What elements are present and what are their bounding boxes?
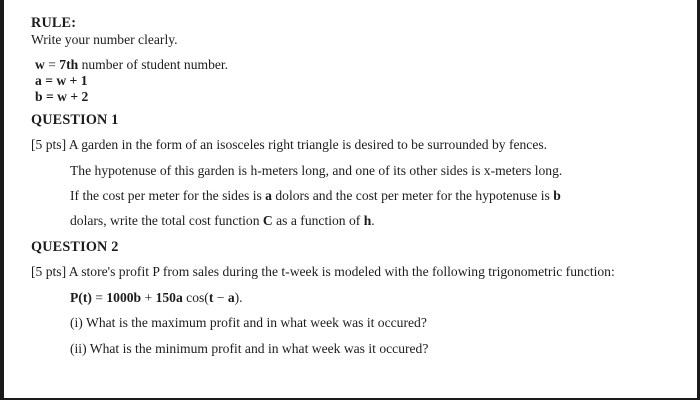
question-1-line-1: [5 pts] A garden in the form of an isosceles right triangle is desired to be surrounded by fences.: [31, 137, 548, 152]
question-2-part-ii: (ii) What is the minimum profit and in what week was it occured?: [70, 341, 429, 356]
rule-instruction: Write your number clearly.: [31, 32, 178, 47]
question-1-line-4: dolars, write the total cost function C as a function of h.: [70, 213, 375, 228]
question-2-points: [5 pts]: [31, 264, 67, 279]
rule-heading: RULE:: [31, 15, 77, 31]
rule-w-definition: w = 7th number of student number.: [35, 57, 229, 72]
w-value: 7th: [59, 57, 79, 72]
profit-formula: P(t) = 1000b + 150a cos(t − a).: [70, 290, 243, 305]
rule-b-definition: b = w + 2: [35, 89, 89, 104]
question-2-heading: QUESTION 2: [31, 239, 119, 255]
question-2-line-1: [5 pts] A store's profit P from sales during the t-week is modeled with the following trigonometric function:: [31, 264, 615, 279]
w-variable: w: [35, 57, 45, 72]
document-page: [4, 0, 697, 398]
question-1-heading: QUESTION 1: [31, 112, 119, 128]
question-1-line-3: If the cost per meter for the sides is a dolors and the cost per meter for the hypotenuse is b: [70, 188, 561, 203]
question-1-points: [5 pts]: [31, 137, 67, 152]
question-2-part-i: (i) What is the maximum profit and in what week was it occured?: [70, 315, 427, 330]
question-1-line-2: The hypotenuse of this garden is h-meters long, and one of its other sides is x-meters long.: [70, 163, 563, 178]
rule-a-definition: a = w + 1: [35, 73, 88, 88]
